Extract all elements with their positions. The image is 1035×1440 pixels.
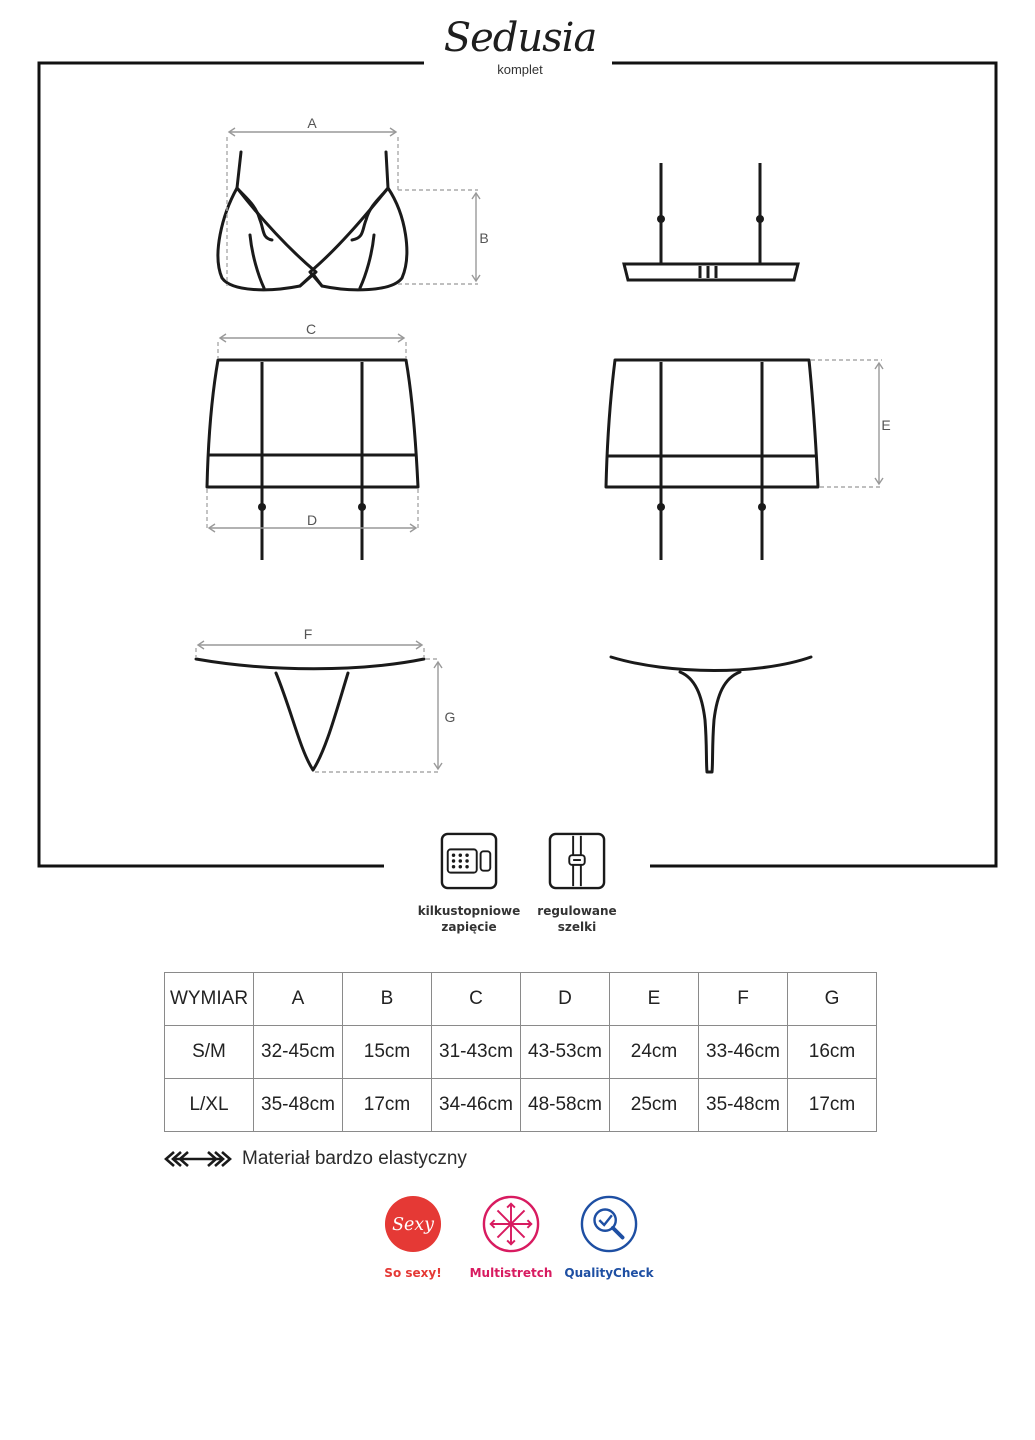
garter-back-dimensions: [811, 360, 882, 487]
header-cell: C: [432, 973, 521, 1026]
dim-label-c: C: [305, 321, 317, 337]
adjustable-strap-icon: [548, 832, 606, 890]
garter-front-arrows: [209, 334, 416, 532]
quality-check-icon: [580, 1195, 638, 1253]
badge-multistretch-caption: Multistretch: [469, 1266, 553, 1280]
garter-front-clips: [258, 503, 366, 511]
feature-adjustable-straps-label: regulowane szelki: [537, 904, 617, 934]
value-cell: 16cm: [788, 1026, 877, 1079]
badge-quality-check: [554, 1195, 664, 1280]
badge-multistretch: [456, 1195, 566, 1280]
value-cell: 34-46cm: [432, 1079, 521, 1132]
dim-label-e: E: [881, 417, 891, 433]
garter-back-clips: [657, 503, 766, 511]
value-cell: 35-48cm: [254, 1079, 343, 1132]
bra-front-dimensions: [227, 137, 478, 286]
header-cell: B: [343, 973, 432, 1026]
value-cell: 43-53cm: [521, 1026, 610, 1079]
stretch-note: [164, 1147, 467, 1171]
garter-front-drawing: [207, 360, 418, 560]
size-table: [164, 972, 877, 1132]
feature-adjustable-straps: [507, 832, 647, 935]
table-row: [165, 1079, 877, 1132]
size-cell: S/M: [165, 1026, 254, 1079]
dim-label-b: B: [479, 230, 489, 246]
dim-label-d: D: [306, 512, 318, 528]
sexy-badge-icon: [384, 1195, 442, 1253]
value-cell: 25cm: [610, 1079, 699, 1132]
thong-front-dimensions: [196, 648, 440, 772]
header-cell: F: [699, 973, 788, 1026]
dim-label-a: A: [307, 115, 317, 131]
stretch-arrows-icon: [164, 1150, 232, 1168]
badge-quality-check-caption: QualityCheck: [564, 1266, 654, 1280]
size-cell: L/XL: [165, 1079, 254, 1132]
value-cell: 31-43cm: [432, 1026, 521, 1079]
value-cell: 48-58cm: [521, 1079, 610, 1132]
brand-block: [430, 15, 610, 77]
size-table-header: [165, 973, 877, 1026]
bra-back-drawing: [624, 163, 798, 280]
table-row: [165, 1026, 877, 1079]
hook-clasp-icon: [440, 832, 498, 890]
thong-front-drawing: [196, 659, 424, 770]
header-cell: G: [788, 973, 877, 1026]
value-cell: 24cm: [610, 1026, 699, 1079]
header-cell: D: [521, 973, 610, 1026]
value-cell: 35-48cm: [699, 1079, 788, 1132]
feature-hook-clasp-label: kilkustopniowe zapięcie: [417, 904, 521, 934]
diagram-frame: [39, 63, 996, 866]
thong-back-drawing: [611, 657, 811, 772]
badge-so-sexy: [358, 1195, 468, 1280]
brand-logo: Sedusia: [443, 15, 597, 61]
dim-label-g: G: [444, 709, 456, 725]
garter-back-drawing: [606, 360, 818, 560]
dim-label-f: F: [303, 626, 313, 642]
value-cell: 33-46cm: [699, 1026, 788, 1079]
thong-front-arrows: [198, 641, 442, 769]
value-cell: 17cm: [788, 1079, 877, 1132]
value-cell: 17cm: [343, 1079, 432, 1132]
value-cell: 32-45cm: [254, 1026, 343, 1079]
bra-dimension-arrows: [229, 128, 480, 281]
badge-so-sexy-caption: So sexy!: [384, 1266, 442, 1280]
value-cell: 15cm: [343, 1026, 432, 1079]
header-cell: WYMIAR: [165, 973, 254, 1026]
svg-text:Sexy: Sexy: [392, 1214, 434, 1235]
stretch-note-text: Materiał bardzo elastyczny: [242, 1148, 467, 1169]
strap-adjusters: [657, 215, 764, 223]
multistretch-icon: [482, 1195, 540, 1253]
garter-front-dimensions: [207, 342, 418, 530]
brand-subtitle: komplet: [497, 62, 543, 77]
header-cell: E: [610, 973, 699, 1026]
bra-front-drawing: [218, 152, 407, 290]
header-cell: A: [254, 973, 343, 1026]
